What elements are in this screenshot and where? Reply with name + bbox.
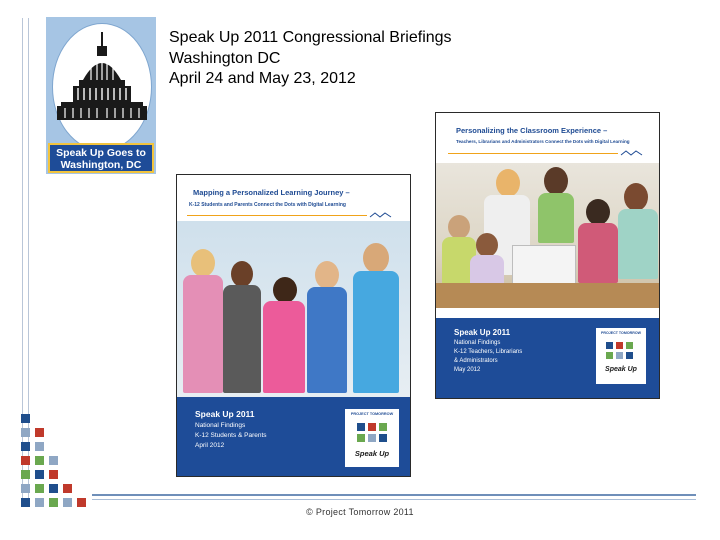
badge-square xyxy=(606,352,613,359)
student-body xyxy=(223,285,261,393)
report-band xyxy=(436,318,659,398)
laptop xyxy=(512,245,576,287)
student-head xyxy=(231,261,253,287)
footer-divider xyxy=(92,494,696,496)
student-head xyxy=(544,167,568,195)
badge-square xyxy=(616,342,623,349)
title-line3: April 24 and May 23, 2012 xyxy=(169,70,356,87)
badge-square xyxy=(357,434,365,442)
badge-square xyxy=(626,352,633,359)
title-line1: Speak Up 2011 Congressional Briefings xyxy=(169,29,452,46)
footer-divider xyxy=(92,499,696,500)
badge-bottom-text: Speak Up xyxy=(605,366,637,373)
decor-square xyxy=(35,442,44,451)
decor-square xyxy=(49,470,58,479)
band-line: National Findings xyxy=(454,340,501,346)
band-line: National Findings xyxy=(195,422,246,429)
decor-square xyxy=(35,498,44,507)
decor-square xyxy=(21,470,30,479)
logo-oval xyxy=(52,23,152,151)
dots-accent-icon xyxy=(620,149,644,157)
student-head xyxy=(624,183,648,211)
badge-square xyxy=(368,434,376,442)
desk xyxy=(436,283,659,308)
title-line2: Washington DC xyxy=(169,49,281,67)
decor-square xyxy=(63,484,72,493)
student-body xyxy=(578,223,618,283)
report-cover-educators xyxy=(435,112,660,399)
logo-banner xyxy=(48,143,154,173)
decor-square xyxy=(49,456,58,465)
logo-banner-line2: Washington, DC xyxy=(60,159,142,171)
teacher-head xyxy=(496,169,520,197)
badge-square xyxy=(357,423,365,431)
decor-square xyxy=(21,442,30,451)
band-line: April 2012 xyxy=(195,442,225,449)
logo-banner-line1: Speak Up Goes to xyxy=(56,147,146,159)
student-body xyxy=(353,271,399,393)
student-head xyxy=(476,233,498,257)
classroom-photo xyxy=(436,163,659,308)
badge-square xyxy=(379,423,387,431)
band-title: Speak Up 2011 xyxy=(195,409,255,419)
decor-square xyxy=(77,498,86,507)
title-rule xyxy=(187,215,367,216)
student-head xyxy=(363,243,389,273)
report-title: Personalizing the Classroom Experience – xyxy=(456,126,608,135)
speak-up-dc-logo xyxy=(46,17,156,174)
student-body xyxy=(183,275,223,393)
decor-square xyxy=(49,498,58,507)
page-title xyxy=(169,28,452,90)
decor-square xyxy=(49,484,58,493)
decor-square xyxy=(35,470,44,479)
badge-square xyxy=(606,342,613,349)
project-tomorrow-badge xyxy=(345,409,399,467)
band-line: K-12 Teachers, Librarians xyxy=(454,349,523,355)
students-photo xyxy=(177,221,410,397)
badge-square xyxy=(379,434,387,442)
badge-square xyxy=(616,352,623,359)
decor-square xyxy=(35,428,44,437)
report-band xyxy=(177,397,410,476)
decor-vertical-line xyxy=(28,18,29,498)
badge-top-text: PROJECT TOMORROW xyxy=(600,331,642,335)
decor-square xyxy=(21,414,30,423)
student-head xyxy=(273,277,297,303)
decor-square xyxy=(21,428,30,437)
band-line: K-12 Students & Parents xyxy=(195,432,267,439)
band-line: May 2012 xyxy=(454,367,481,373)
badge-square xyxy=(368,423,376,431)
student-body xyxy=(307,287,347,393)
decor-square xyxy=(35,456,44,465)
student-body xyxy=(263,301,305,393)
student-head xyxy=(315,261,339,289)
student-head xyxy=(586,199,610,225)
report-title: Mapping a Personalized Learning Journey – xyxy=(193,188,350,197)
decor-square xyxy=(63,498,72,507)
report-cover-students xyxy=(176,174,411,477)
student-body xyxy=(538,193,574,243)
student-head xyxy=(191,249,215,277)
student-body xyxy=(618,209,658,279)
decor-square xyxy=(21,456,30,465)
decor-square xyxy=(21,484,30,493)
band-title: Speak Up 2011 xyxy=(454,328,511,337)
student-head xyxy=(448,215,470,239)
badge-top-text: PROJECT TOMORROW xyxy=(350,412,394,416)
decor-square xyxy=(21,498,30,507)
decor-square xyxy=(35,484,44,493)
band-line: & Administrators xyxy=(454,358,498,364)
copyright-footer: © Project Tomorrow 2011 xyxy=(306,507,414,517)
report-subtitle: K-12 Students and Parents Connect the Dots with Digital Learning xyxy=(189,202,346,208)
capitol-dome-icon xyxy=(53,24,151,144)
project-tomorrow-badge xyxy=(596,328,646,384)
dots-accent-icon xyxy=(369,211,393,219)
decor-vertical-line xyxy=(22,18,23,498)
badge-square xyxy=(626,342,633,349)
badge-bottom-text: Speak Up xyxy=(354,449,390,458)
report-subtitle: Teachers, Librarians and Administrators Connect the Dots with Digital Learning xyxy=(456,139,630,144)
title-rule xyxy=(448,153,618,154)
